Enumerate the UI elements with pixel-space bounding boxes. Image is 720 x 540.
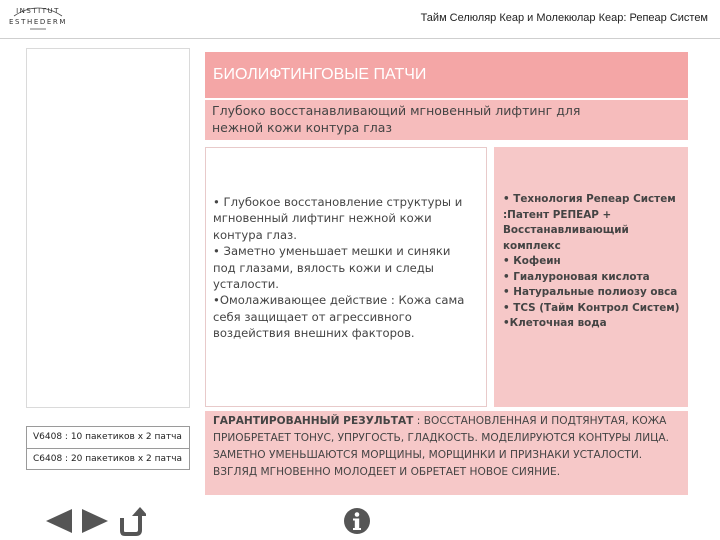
product-title: БИОЛИФТИНГОВЫЕ ПАТЧИ	[205, 52, 688, 98]
result-panel	[205, 411, 688, 495]
sku-row: C6408 : 20 пакетиков x 2 патча	[27, 448, 189, 469]
logo-text-bottom: ESTHEDERM	[9, 18, 67, 26]
header-divider	[0, 38, 720, 39]
info-button[interactable]	[342, 506, 372, 536]
result-text: : ВОССТАНОВЛЕННАЯ И ПОДТЯНУТАЯ, КОЖА ПРИОБРЕТАЕТ ТОНУС, УПРУГОСТЬ, ГЛАДКОСТЬ. МОДЕЛИРУЮТСЯ КОНТУРЫ ЛИЦА. ЗАМЕТНО УМЕНЬШАЮТСЯ МОРЩИНЫ, МОРЩИНКИ И ПРИЗНАКИ УСТАЛОСТИ. ВЗГЛЯД МГНОВЕННО МОЛОДЕЕТ И ОБРЕТАЕТ НОВОЕ СИЯНИЕ.	[213, 415, 669, 478]
ingredient-item: • Натуральные полиозу овса	[503, 286, 678, 298]
header-title: Тайм Селюляр Кеар и Молекюлар Кеар: Репеар Систем	[420, 12, 708, 24]
info-icon	[342, 506, 372, 536]
brand-logo-mark	[4, 2, 72, 36]
sku-table	[26, 426, 190, 470]
result-lead: ГАРАНТИРОВАННЫЙ РЕЗУЛЬТАТ	[213, 415, 414, 427]
ingredient-item: • TCS (Тайм Контрол Систем)	[503, 301, 680, 314]
benefits-panel	[205, 147, 487, 407]
ingredient-item: • Кофеин	[503, 255, 561, 267]
benefit-item: • Глубокое восстановление структуры и мгновенный лифтинг нежной кожи контура глаз.	[213, 195, 463, 242]
subtitle-line: нежной кожи контура глаз	[212, 120, 393, 135]
subtitle-line: Глубоко восстанавливающий мгновенный лифтинг для	[212, 103, 581, 118]
ingredient-item: •Клеточная вода	[503, 317, 607, 329]
next-button[interactable]	[80, 508, 110, 534]
benefit-item: •Омолаживающее действие : Кожа сама себя защищает от агрессивного воздействия внешних факторов.	[213, 293, 465, 341]
ingredients-panel	[494, 147, 688, 407]
arrow-right-icon	[80, 508, 110, 534]
sku-row: V6408 : 10 пакетиков x 2 патча	[33, 432, 182, 442]
ingredient-item: • Технология Репеар Систем :Патент РЕПЕАР + Восстанавливающий комплекс	[503, 193, 676, 252]
product-image-panel	[26, 48, 190, 408]
ingredient-item: • Гиалуроновая кислота	[503, 270, 650, 283]
return-button[interactable]	[116, 506, 146, 536]
benefit-item: • Заметно уменьшает мешки и синяки под глазами, вялость кожи и следы усталости.	[213, 244, 451, 292]
return-icon	[116, 506, 146, 536]
prev-button[interactable]	[44, 508, 74, 534]
brand-logo	[4, 2, 72, 36]
logo-text-top: INSTITUT	[16, 7, 60, 15]
arrow-left-icon	[44, 508, 74, 534]
product-subtitle	[205, 100, 688, 140]
